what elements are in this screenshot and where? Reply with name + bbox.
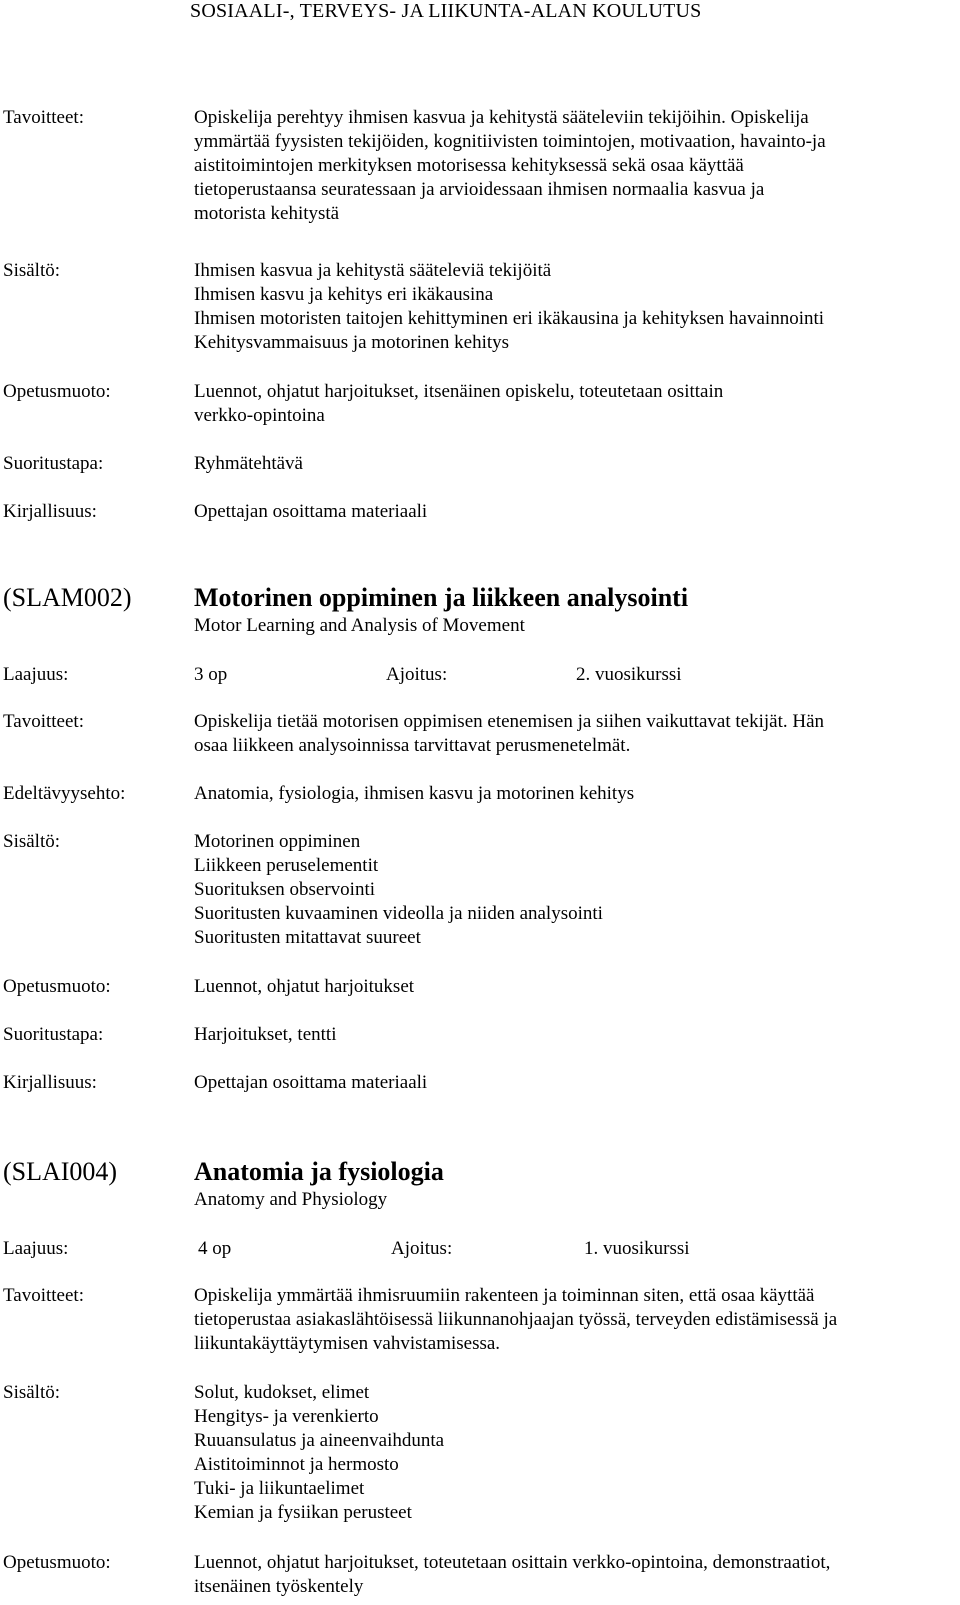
literature-label: Kirjallisuus: [3,1072,97,1093]
text-line: Suoritusten mitattavat suureet [194,927,421,948]
text-line: Opettajan osoittama materiaali [194,1072,428,1093]
completion-method-text [194,1023,954,1047]
course-title: Motorinen oppiminen ja liikkeen analysointi [194,583,689,612]
text-line: Kehitysvammaisuus ja motorinen kehitys [194,332,510,353]
timing-value: 2. vuosikurssi [576,664,682,685]
credits-label: Laajuus: [3,1238,69,1259]
credits-label: Laajuus: [3,664,69,685]
literature-text [194,500,954,524]
text-line: Anatomia, fysiologia, ihmisen kasvu ja motorinen kehitys [194,783,635,804]
objectives-label: Tavoitteet: [3,107,84,128]
text-line: Motorinen oppiminen [194,831,361,852]
teaching-method-label: Opetusmuoto: [3,976,111,997]
timing-label: Ajoitus: [386,664,448,685]
objectives-text [194,1284,954,1356]
content-text [194,1381,954,1525]
text-line: Luennot, ohjatut harjoitukset [194,976,415,997]
teaching-method-label: Opetusmuoto: [3,381,111,402]
text-line: Harjoitukset, tentti [194,1024,337,1045]
text-line: Solut, kudokset, elimet [194,1382,370,1403]
prerequisite-label: Edeltävyysehto: [3,783,126,804]
credits-value: 3 op [194,664,228,685]
text-line: Tuki- ja liikuntaelimet [194,1478,365,1499]
text-line: Kemian ja fysiikan perusteet [194,1502,412,1523]
text-line: Suorituksen observointi [194,879,376,900]
text-line: Ryhmätehtävä [194,453,303,474]
text-line: Ruuansulatus ja aineenvaihdunta [194,1430,445,1451]
teaching-method-label: Opetusmuoto: [3,1552,111,1573]
completion-method-label: Suoritustapa: [3,453,104,474]
objectives-text [194,106,954,226]
completion-method-label: Suoritustapa: [3,1024,104,1045]
objectives-label: Tavoitteet: [3,1285,84,1306]
course-subtitle: Anatomy and Physiology [194,1189,388,1210]
course-subtitle: Motor Learning and Analysis of Movement [194,615,525,636]
page-header: SOSIAALI-, TERVEYS- JA LIIKUNTA-ALAN KOULUTUS [190,0,702,22]
text-line: Hengitys- ja verenkierto [194,1406,379,1427]
text-line: Liikkeen peruselementit [194,855,379,876]
text-line: verkko-opintoina [194,405,325,426]
credits-value: 4 op [198,1238,232,1259]
text-line: Ihmisen kasvua ja kehitystä sääteleviä tekijöitä [194,260,552,281]
course-code: (SLAI004) [3,1157,118,1186]
content-label: Sisältö: [3,1382,61,1403]
prerequisite-text [194,782,954,806]
text-line: motorista kehitystä [194,203,340,224]
completion-method-text [194,452,954,476]
text-line: ymmärtää fyysisten tekijöiden, kognitiivisten toimintojen, motivaation, havainto-ja [194,131,826,152]
text-line: liikuntakäyttäytymisen vahvistamisessa. [194,1333,501,1354]
content-label: Sisältö: [3,260,61,281]
objectives-label: Tavoitteet: [3,711,84,732]
teaching-method-text [194,1551,954,1599]
course-code: (SLAM002) [3,583,132,612]
text-line: itsenäinen työskentely [194,1576,364,1597]
content-text [194,259,954,355]
teaching-method-text [194,380,954,428]
teaching-method-text [194,975,954,999]
text-line: Opettajan osoittama materiaali [194,501,428,522]
text-line: Suoritusten kuvaaminen videolla ja niiden analysointi [194,903,603,924]
timing-label: Ajoitus: [391,1238,453,1259]
timing-value: 1. vuosikurssi [584,1238,690,1259]
text-line: Luennot, ohjatut harjoitukset, toteutetaan osittain verkko-opintoina, demonstraatiot, [194,1552,831,1573]
text-line: Opiskelija ymmärtää ihmisruumiin rakenteen ja toiminnan siten, että osaa käyttää [194,1285,815,1306]
text-line: Opiskelija tietää motorisen oppimisen etenemisen ja siihen vaikuttavat tekijät. Hän [194,711,824,732]
text-line: osaa liikkeen analysoinnissa tarvittavat perusmenetelmät. [194,735,631,756]
text-line: Opiskelija perehtyy ihmisen kasvua ja kehitystä sääteleviin tekijöihin. Opiskelija [194,107,809,128]
literature-text [194,1071,954,1095]
text-line: Ihmisen kasvu ja kehitys eri ikäkausina [194,284,494,305]
content-text [194,830,954,950]
text-line: Aistitoiminnot ja hermosto [194,1454,399,1475]
literature-label: Kirjallisuus: [3,501,97,522]
text-line: Ihmisen motoristen taitojen kehittyminen eri ikäkausina ja kehityksen havainnointi [194,308,825,329]
text-line: aistitoimintojen merkityksen motorisessa kehityksessä sekä osaa käyttää [194,155,744,176]
content-label: Sisältö: [3,831,61,852]
objectives-text [194,710,954,758]
text-line: tietoperustaa asiakaslähtöisessä liikunnanohjaajan työssä, terveyden edistämisessä ja [194,1309,838,1330]
course-title: Anatomia ja fysiologia [194,1157,444,1186]
text-line: tietoperustaansa seuratessaan ja arvioidessaan ihmisen normaalia kasvua ja [194,179,765,200]
text-line: Luennot, ohjatut harjoitukset, itsenäinen opiskelu, toteutetaan osittain [194,381,724,402]
